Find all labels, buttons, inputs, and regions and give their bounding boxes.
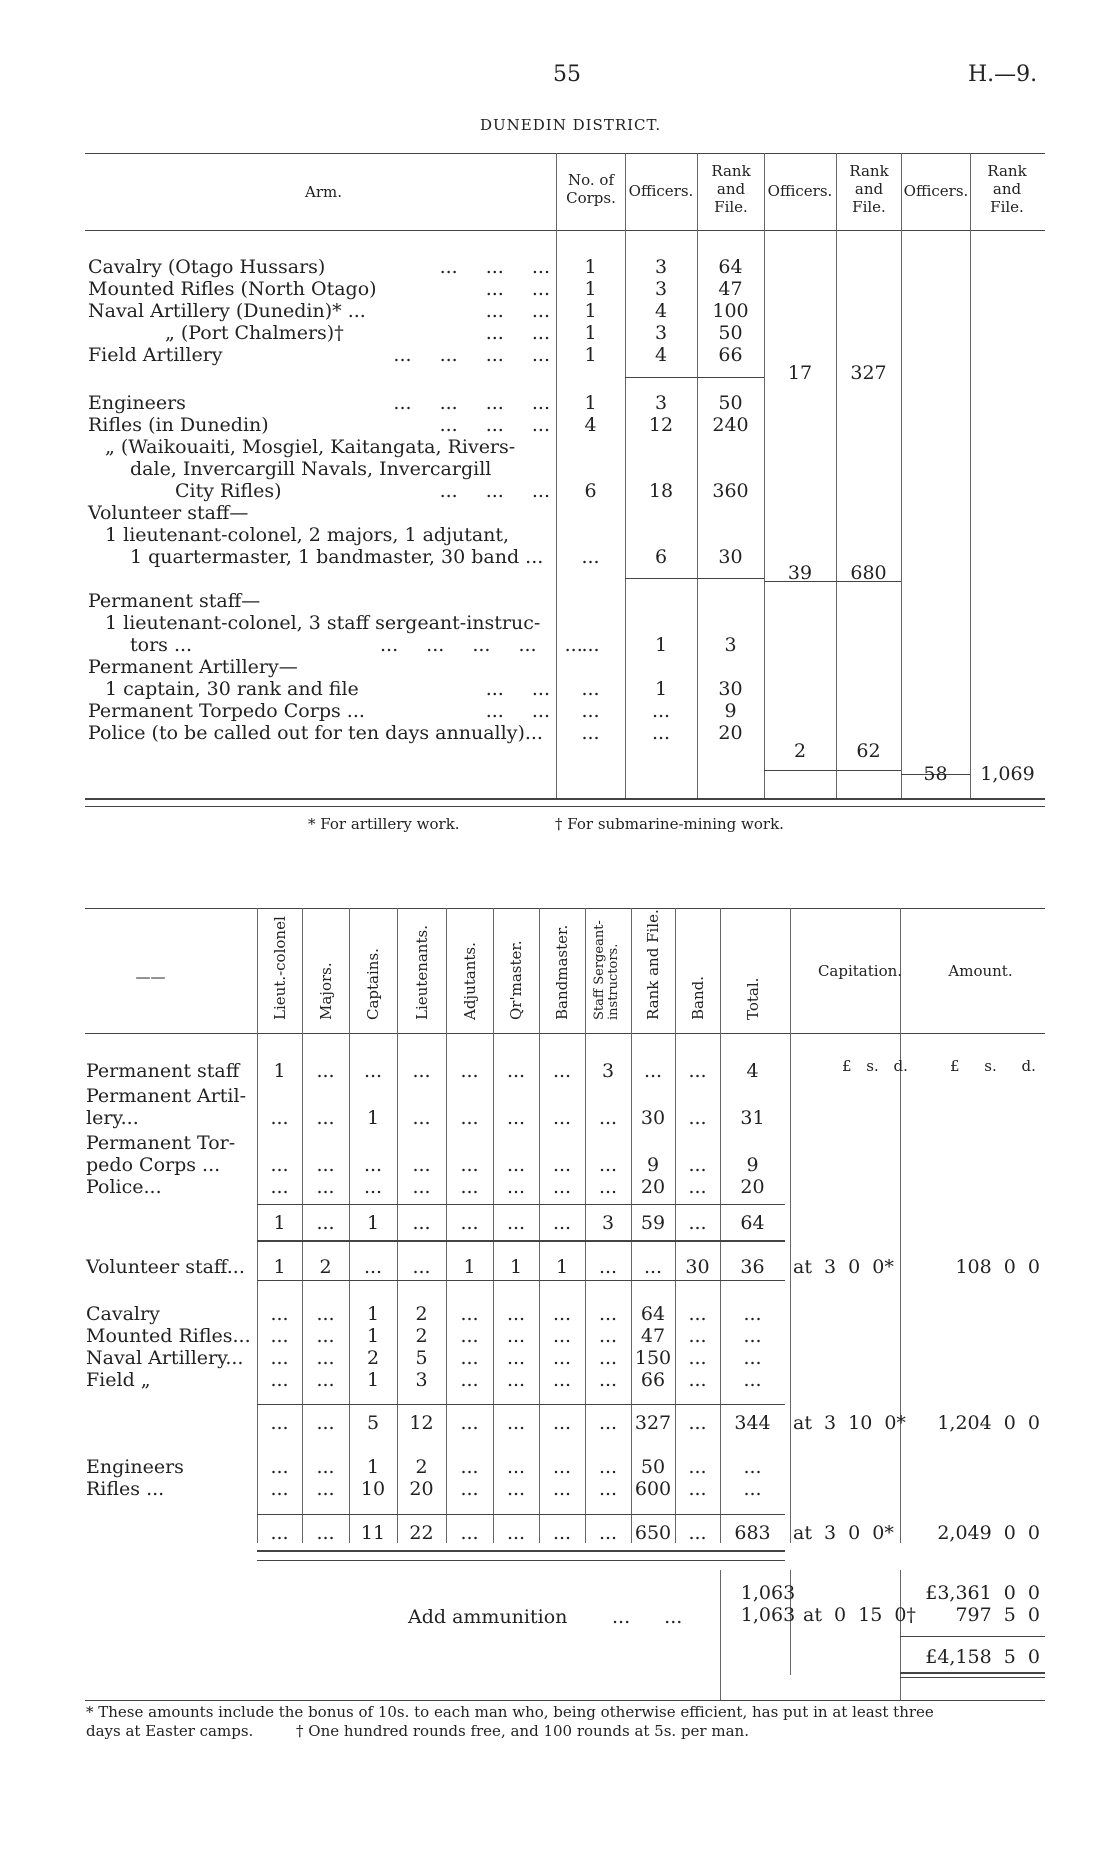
row-label: lery... bbox=[86, 1107, 139, 1129]
data-cell: ... bbox=[460, 1325, 479, 1347]
arm-dots: ... ... bbox=[485, 300, 550, 322]
data-cell: ... bbox=[316, 1522, 335, 1544]
data-cell: ... bbox=[506, 1176, 526, 1198]
data-cell: ... bbox=[643, 1060, 663, 1082]
data-cell: ... bbox=[460, 1478, 479, 1500]
data-cell: ... bbox=[743, 1325, 762, 1347]
data-cell: 650 bbox=[634, 1522, 672, 1544]
data-cell: 9 bbox=[646, 1154, 660, 1176]
data-cell: 1 bbox=[366, 1456, 380, 1478]
data-cell: 5 bbox=[366, 1412, 380, 1434]
data-cell: ... bbox=[506, 1456, 526, 1478]
data-cell: ... bbox=[552, 1478, 572, 1500]
data-cell: 50 bbox=[640, 1456, 666, 1478]
data-cell: ... bbox=[316, 1347, 335, 1369]
amount-value: 1,204 0 0 bbox=[937, 1412, 1040, 1434]
data-cell: ... bbox=[270, 1412, 289, 1434]
officers-count: 3 bbox=[654, 392, 668, 414]
arm-dots: ... ... ... ... bbox=[393, 392, 550, 414]
officers-count: 4 bbox=[654, 344, 668, 366]
data-cell: ... bbox=[688, 1060, 707, 1082]
header-rank-2: Rank and File. bbox=[849, 162, 889, 216]
row-label: Police... bbox=[86, 1176, 162, 1198]
data-cell: 1 bbox=[555, 1256, 569, 1278]
data-cell: ... bbox=[688, 1107, 707, 1129]
data-cell: ... bbox=[316, 1303, 335, 1325]
corps-count: 1 bbox=[584, 392, 597, 414]
data-cell: 600 bbox=[634, 1478, 672, 1500]
data-cell: ... bbox=[363, 1256, 383, 1278]
row-label: pedo Corps ... bbox=[86, 1154, 221, 1176]
rank-count: 9 bbox=[724, 700, 737, 722]
data-cell: ... bbox=[460, 1154, 479, 1176]
arm-label: Police (to be called out for ten days annually)... bbox=[88, 722, 543, 744]
data-cell: ... bbox=[270, 1369, 289, 1391]
data-cell: ... bbox=[598, 1522, 618, 1544]
data-cell: ... bbox=[316, 1212, 335, 1234]
footnote-mining: † For submarine-mining work. bbox=[555, 815, 784, 833]
data-cell: ... bbox=[270, 1154, 289, 1176]
col-header: Total. bbox=[743, 977, 762, 1020]
summary-amount-a: £3,361 0 0 bbox=[925, 1582, 1040, 1604]
data-cell: ... bbox=[270, 1107, 289, 1129]
data-cell: ... bbox=[598, 1456, 618, 1478]
arm-label: 1 lieutenant-colonel, 2 majors, 1 adjutant, bbox=[105, 524, 510, 546]
data-cell: ... bbox=[316, 1325, 335, 1347]
data-cell: ... bbox=[412, 1256, 431, 1278]
data-cell: ... bbox=[270, 1478, 289, 1500]
data-cell: ... bbox=[316, 1478, 335, 1500]
data-cell: ... bbox=[506, 1369, 526, 1391]
footnote-artillery: * For artillery work. bbox=[308, 815, 460, 833]
data-cell: ... bbox=[552, 1107, 572, 1129]
data-cell: ... bbox=[460, 1369, 479, 1391]
data-cell: ... bbox=[552, 1456, 572, 1478]
col-header: Lieutenants. bbox=[412, 925, 431, 1020]
data-cell: ... bbox=[506, 1060, 526, 1082]
data-cell: ... bbox=[316, 1369, 335, 1391]
data-cell: 5 bbox=[415, 1347, 428, 1369]
data-cell: 1 bbox=[366, 1107, 380, 1129]
rank-count: 30 bbox=[718, 546, 743, 568]
data-cell: ... bbox=[270, 1325, 289, 1347]
arm-dots: ... ... bbox=[485, 278, 550, 300]
capitation-rate: at 3 0 0* bbox=[793, 1256, 894, 1278]
data-cell: ... bbox=[598, 1107, 618, 1129]
data-cell: ... bbox=[506, 1107, 526, 1129]
data-cell: ... bbox=[506, 1325, 526, 1347]
data-cell: ... bbox=[506, 1522, 526, 1544]
data-cell: ... bbox=[598, 1176, 618, 1198]
data-cell: 10 bbox=[360, 1478, 386, 1500]
header-officers-1: Officers. bbox=[628, 182, 694, 200]
data-cell: ... bbox=[363, 1154, 383, 1176]
data-cell: ... bbox=[460, 1212, 479, 1234]
data-cell: ... bbox=[743, 1369, 762, 1391]
units-capitation: £ s. d. bbox=[842, 1057, 908, 1075]
officers-count: 1 bbox=[654, 678, 668, 700]
arm-label: dale, Invercargill Navals, Invercargill bbox=[130, 458, 492, 480]
data-cell: 1 bbox=[366, 1212, 380, 1234]
arm-label: tors ... bbox=[130, 634, 193, 656]
arm-label: 1 quartermaster, 1 bandmaster, 30 band ... bbox=[130, 546, 544, 568]
corps-count: 1 bbox=[584, 278, 597, 300]
col-header: Lieut.-colonel bbox=[270, 916, 289, 1020]
data-cell: ... bbox=[506, 1212, 526, 1234]
data-cell: 64 bbox=[640, 1303, 666, 1325]
data-cell: ... bbox=[688, 1412, 707, 1434]
data-cell: 1 bbox=[366, 1303, 380, 1325]
page-title: DUNEDIN DISTRICT. bbox=[480, 116, 662, 134]
footnote-bonus-2: days at Easter camps. bbox=[86, 1722, 254, 1740]
rank-count: 20 bbox=[718, 722, 743, 744]
data-cell: 3 bbox=[601, 1060, 615, 1082]
data-cell: ... bbox=[743, 1456, 762, 1478]
officers-count: 1 bbox=[654, 634, 668, 656]
ammunition-dots: ... ... bbox=[612, 1606, 683, 1628]
row-label: Rifles ... bbox=[86, 1478, 165, 1500]
grand-amount: £4,158 5 0 bbox=[925, 1646, 1040, 1668]
row-label: Engineers bbox=[86, 1456, 184, 1478]
corps-count: ... bbox=[581, 634, 600, 656]
data-cell: 22 bbox=[409, 1522, 434, 1544]
data-cell: ... bbox=[552, 1347, 572, 1369]
arm-dots: ... ... ... ... ... bbox=[380, 634, 583, 656]
data-cell: ... bbox=[316, 1154, 335, 1176]
data-cell: ... bbox=[270, 1347, 289, 1369]
data-cell: ... bbox=[688, 1176, 707, 1198]
officers-count: 6 bbox=[654, 546, 668, 568]
data-cell: ... bbox=[363, 1060, 383, 1082]
row-label: Cavalry bbox=[86, 1303, 160, 1325]
page-number: 55 bbox=[553, 62, 581, 87]
rank-count: 50 bbox=[718, 322, 743, 344]
header-rank-1: Rank and File. bbox=[711, 162, 751, 216]
data-cell: 1 bbox=[273, 1060, 286, 1082]
data-cell: ... bbox=[688, 1212, 707, 1234]
amount-value: 2,049 0 0 bbox=[937, 1522, 1040, 1544]
col-header: Adjutants. bbox=[460, 942, 479, 1020]
data-cell: 20 bbox=[409, 1478, 434, 1500]
arm-dots: ... ... ... bbox=[439, 480, 550, 502]
data-cell: ... bbox=[598, 1369, 618, 1391]
data-cell: ... bbox=[270, 1522, 289, 1544]
subtotal-rank-c: 62 bbox=[856, 740, 881, 762]
data-cell: ... bbox=[552, 1060, 572, 1082]
arm-label: Rifles (in Dunedin) bbox=[88, 414, 269, 436]
arm-label: Naval Artillery (Dunedin)* ... bbox=[88, 300, 366, 322]
header-amount: Amount. bbox=[948, 962, 1013, 980]
data-cell: ... bbox=[598, 1478, 618, 1500]
row-label: Permanent staff bbox=[86, 1060, 240, 1082]
data-cell: ... bbox=[363, 1176, 383, 1198]
data-cell: ... bbox=[743, 1303, 762, 1325]
data-cell: ... bbox=[460, 1303, 479, 1325]
arm-label: „ (Port Chalmers)† bbox=[165, 322, 344, 344]
arm-label: Permanent Torpedo Corps ... bbox=[88, 700, 365, 722]
data-cell: 327 bbox=[634, 1412, 672, 1434]
data-cell: ... bbox=[460, 1412, 479, 1434]
data-cell: ... bbox=[506, 1412, 526, 1434]
data-cell: 59 bbox=[640, 1212, 666, 1234]
data-cell: 64 bbox=[740, 1212, 765, 1234]
arm-dots: ... ... ... ... bbox=[393, 344, 550, 366]
data-cell: ... bbox=[412, 1154, 431, 1176]
officers-count: ... bbox=[651, 722, 671, 744]
ammunition-label: Add ammunition bbox=[408, 1606, 568, 1628]
data-cell: ... bbox=[552, 1176, 572, 1198]
data-cell: ... bbox=[598, 1154, 618, 1176]
data-cell: 2 bbox=[415, 1456, 428, 1478]
data-cell: ... bbox=[460, 1060, 479, 1082]
data-cell: ... bbox=[460, 1107, 479, 1129]
officers-count: 3 bbox=[654, 278, 668, 300]
row-label: Volunteer staff... bbox=[86, 1256, 245, 1278]
data-cell: ... bbox=[598, 1325, 618, 1347]
data-cell: ... bbox=[506, 1478, 526, 1500]
data-cell: ... bbox=[688, 1347, 707, 1369]
data-cell: ... bbox=[316, 1176, 335, 1198]
data-cell: ... bbox=[688, 1456, 707, 1478]
data-cell: ... bbox=[460, 1176, 479, 1198]
data-cell: ... bbox=[688, 1478, 707, 1500]
arm-label: Field Artillery bbox=[88, 344, 223, 366]
data-cell: ... bbox=[506, 1154, 526, 1176]
header-capitation: Capitation. bbox=[817, 962, 903, 980]
data-cell: 1 bbox=[366, 1325, 380, 1347]
corps-count: 6 bbox=[584, 480, 597, 502]
arm-label: Permanent Artillery— bbox=[88, 656, 298, 678]
data-cell: ... bbox=[412, 1176, 431, 1198]
arm-dots: ... ... bbox=[485, 678, 550, 700]
data-cell: ... bbox=[743, 1347, 762, 1369]
arm-dots: ... ... ... bbox=[439, 414, 550, 436]
data-cell: ... bbox=[460, 1347, 479, 1369]
rank-count: 50 bbox=[718, 392, 743, 414]
row-label: Permanent Tor- bbox=[86, 1132, 236, 1154]
subtotal-officers-a: 17 bbox=[787, 362, 813, 384]
col-header: Qr'master. bbox=[507, 940, 525, 1020]
footnote-bonus-1: * These amounts include the bonus of 10s. to each man who, being otherwise efficient, has put in at least three bbox=[86, 1703, 934, 1721]
officers-count: ... bbox=[651, 700, 671, 722]
data-cell: 3 bbox=[415, 1369, 428, 1391]
header-corps: No. of Corps. bbox=[566, 171, 616, 207]
arm-label: 1 captain, 30 rank and file bbox=[105, 678, 359, 700]
data-cell: 2 bbox=[319, 1256, 332, 1278]
data-cell: 12 bbox=[409, 1412, 434, 1434]
rank-count: 360 bbox=[712, 480, 749, 502]
grand-rank: 1,069 bbox=[980, 763, 1035, 785]
data-cell: 66 bbox=[640, 1369, 666, 1391]
corner-dash: —— bbox=[135, 968, 166, 986]
data-cell: ... bbox=[598, 1347, 618, 1369]
capitation-rate: at 3 0 0* bbox=[793, 1522, 894, 1544]
rank-count: 3 bbox=[724, 634, 737, 656]
officers-count: 3 bbox=[654, 322, 668, 344]
col-header: Majors. bbox=[316, 962, 335, 1020]
data-cell: 2 bbox=[415, 1325, 428, 1347]
page-reference: H.—9. bbox=[968, 62, 1038, 87]
data-cell: 47 bbox=[640, 1325, 666, 1347]
rank-count: 64 bbox=[718, 256, 743, 278]
units-amount: £ s. d. bbox=[950, 1057, 1036, 1075]
amount-value: 108 0 0 bbox=[955, 1256, 1040, 1278]
data-cell: ... bbox=[688, 1369, 707, 1391]
data-cell: ... bbox=[552, 1154, 572, 1176]
data-cell: ... bbox=[552, 1412, 572, 1434]
row-label: Mounted Rifles... bbox=[86, 1325, 251, 1347]
data-cell: ... bbox=[316, 1456, 335, 1478]
summary-total-b: 1,063 bbox=[740, 1604, 796, 1626]
data-cell: ... bbox=[506, 1303, 526, 1325]
data-cell: 1 bbox=[273, 1256, 286, 1278]
rank-count: 30 bbox=[718, 678, 743, 700]
rank-count: 240 bbox=[712, 414, 749, 436]
data-cell: ... bbox=[598, 1303, 618, 1325]
data-cell: 20 bbox=[640, 1176, 666, 1198]
summary-amount-b: 797 5 0 bbox=[955, 1604, 1040, 1626]
data-cell: ... bbox=[552, 1212, 572, 1234]
data-cell: 30 bbox=[640, 1107, 666, 1129]
data-cell: 3 bbox=[601, 1212, 615, 1234]
data-cell: 30 bbox=[685, 1256, 710, 1278]
data-cell: ... bbox=[506, 1347, 526, 1369]
arm-label: „ (Waikouaiti, Mosgiel, Kaitangata, Rivers- bbox=[105, 436, 516, 458]
row-label: Naval Artillery... bbox=[86, 1347, 244, 1369]
data-cell: 1 bbox=[509, 1256, 523, 1278]
arm-dots: ... ... bbox=[485, 700, 550, 722]
data-cell: ... bbox=[270, 1456, 289, 1478]
row-label: Permanent Artil- bbox=[86, 1085, 247, 1107]
corps-count: ... bbox=[581, 678, 600, 700]
data-cell: ... bbox=[460, 1456, 479, 1478]
data-cell: ... bbox=[552, 1369, 572, 1391]
data-cell: ... bbox=[270, 1176, 289, 1198]
subtotal-rank-a: 327 bbox=[850, 362, 887, 384]
arm-label: Permanent staff— bbox=[88, 590, 261, 612]
data-cell: ... bbox=[316, 1107, 335, 1129]
data-cell: 2 bbox=[366, 1347, 380, 1369]
corps-count: 4 bbox=[584, 414, 597, 436]
arm-label: Volunteer staff— bbox=[88, 502, 249, 524]
arm-label: Mounted Rifles (North Otago) bbox=[88, 278, 377, 300]
data-cell: 1 bbox=[463, 1256, 476, 1278]
data-cell: ... bbox=[552, 1522, 572, 1544]
data-cell: ... bbox=[598, 1412, 618, 1434]
data-cell: 31 bbox=[740, 1107, 765, 1129]
data-cell: ... bbox=[412, 1060, 431, 1082]
corps-count: 1 bbox=[584, 344, 597, 366]
capitation-rate: at 3 10 0* bbox=[793, 1412, 906, 1434]
rank-count: 100 bbox=[712, 300, 749, 322]
data-cell: 36 bbox=[740, 1256, 765, 1278]
arm-label: 1 lieutenant-colonel, 3 staff sergeant-instruc- bbox=[105, 612, 541, 634]
data-cell: ... bbox=[643, 1256, 663, 1278]
footnote-ammunition: † One hundred rounds free, and 100 rounds at 5s. per man. bbox=[296, 1722, 749, 1740]
officers-count: 12 bbox=[648, 414, 674, 436]
corps-count: 1 bbox=[584, 322, 597, 344]
corps-count: 1 bbox=[584, 256, 597, 278]
arm-dots: ... ... bbox=[485, 322, 550, 344]
data-cell: ... bbox=[688, 1325, 707, 1347]
data-cell: 11 bbox=[360, 1522, 386, 1544]
data-cell: ... bbox=[598, 1256, 618, 1278]
data-cell: 2 bbox=[415, 1303, 428, 1325]
header-officers-3: Officers. bbox=[903, 182, 969, 200]
col-header: Staff Sergeant-instructors. bbox=[592, 920, 621, 1020]
col-header: Captains. bbox=[364, 948, 382, 1020]
arm-label: Engineers bbox=[88, 392, 186, 414]
row-label: Field „ bbox=[86, 1369, 151, 1391]
corps-count: ... bbox=[581, 546, 600, 568]
arm-label: Cavalry (Otago Hussars) bbox=[88, 256, 326, 278]
data-cell: ... bbox=[270, 1303, 289, 1325]
data-cell: ... bbox=[316, 1060, 335, 1082]
col-header: Band. bbox=[688, 976, 707, 1020]
data-cell: ... bbox=[688, 1522, 707, 1544]
subtotal-officers-c: 2 bbox=[793, 740, 807, 762]
data-cell: 1 bbox=[366, 1369, 380, 1391]
data-cell: 344 bbox=[734, 1412, 771, 1434]
data-cell: ... bbox=[316, 1412, 335, 1434]
corps-count: 1 bbox=[584, 300, 597, 322]
data-cell: 20 bbox=[740, 1176, 765, 1198]
officers-count: 4 bbox=[654, 300, 668, 322]
data-cell: 150 bbox=[634, 1347, 672, 1369]
data-cell: ... bbox=[688, 1154, 707, 1176]
data-cell: 1 bbox=[273, 1212, 286, 1234]
header-arm: Arm. bbox=[305, 183, 342, 201]
col-header: Rank and File. bbox=[644, 909, 662, 1020]
col-header: Bandmaster. bbox=[553, 924, 571, 1020]
data-cell: ... bbox=[460, 1522, 479, 1544]
data-cell: ... bbox=[412, 1212, 431, 1234]
subtotal-rank-b: 680 bbox=[850, 562, 887, 584]
grand-officers: 58 bbox=[923, 763, 948, 785]
summary-total-a: 1,063 bbox=[740, 1582, 796, 1604]
corps-count: ... bbox=[581, 722, 600, 744]
data-cell: ... bbox=[552, 1325, 572, 1347]
data-cell: ... bbox=[688, 1303, 707, 1325]
corps-count: ... bbox=[581, 700, 600, 722]
officers-count: 3 bbox=[654, 256, 668, 278]
header-rank-3: Rank and File. bbox=[987, 162, 1027, 216]
rank-count: 47 bbox=[718, 278, 743, 300]
arm-dots: ... ... ... bbox=[439, 256, 550, 278]
data-cell: 4 bbox=[746, 1060, 759, 1082]
data-cell: ... bbox=[743, 1478, 762, 1500]
officers-count: 18 bbox=[648, 480, 674, 502]
rank-count: 66 bbox=[718, 344, 743, 366]
data-cell: 9 bbox=[746, 1154, 759, 1176]
data-cell: 683 bbox=[734, 1522, 771, 1544]
arm-label: City Rifles) bbox=[175, 480, 282, 502]
data-cell: ... bbox=[552, 1303, 572, 1325]
summary-capitation-b: at 0 15 0† bbox=[803, 1604, 916, 1626]
data-cell: ... bbox=[412, 1107, 431, 1129]
header-officers-2: Officers. bbox=[767, 182, 833, 200]
subtotal-officers-b: 39 bbox=[787, 562, 813, 584]
